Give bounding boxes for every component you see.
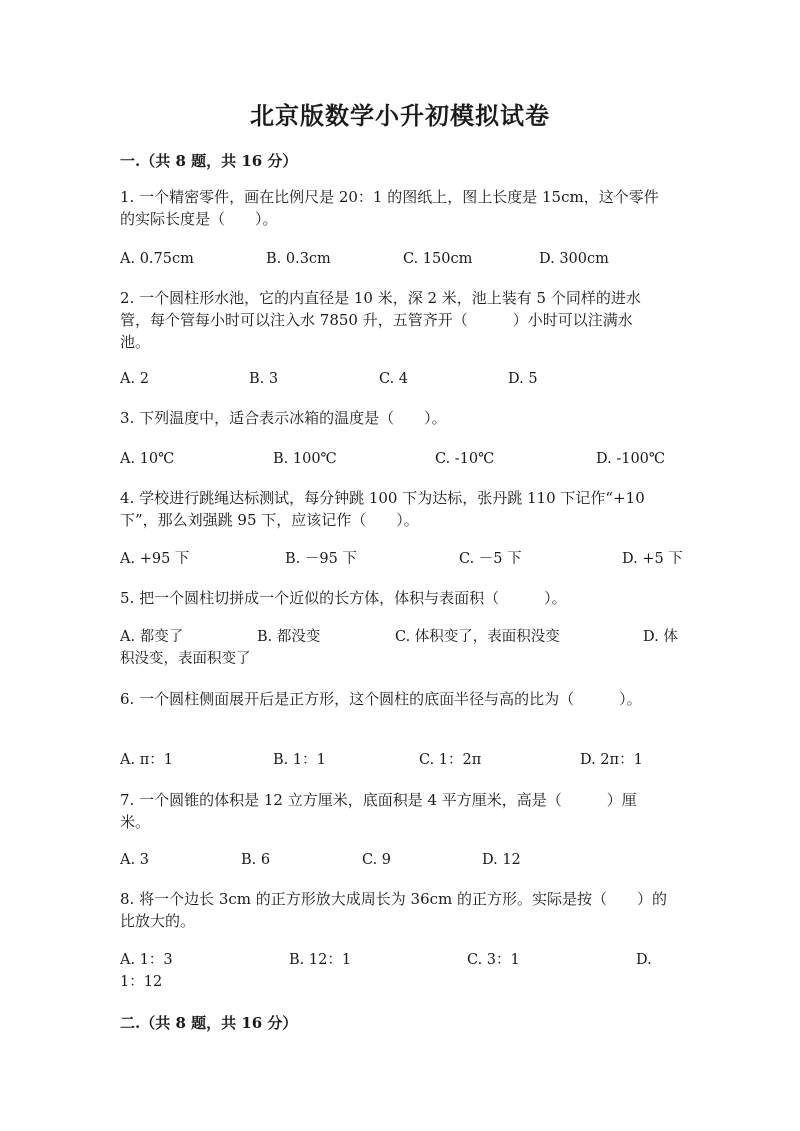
question-line: 7. 一个圆锥的体积是 12 立方厘米，底面积是 4 平方厘米，高是（ ）厘 — [120, 791, 637, 809]
option-a: A. 0.75cm — [120, 251, 194, 267]
option-c: C. 4 — [379, 371, 409, 387]
option-c: C. 3：1 — [467, 952, 520, 968]
option-c: C. -10℃ — [435, 451, 495, 467]
option-c: C. －5 下 — [459, 551, 522, 567]
question-line: 2. 一个圆柱形水池，它的内直径是 10 米，深 2 米，池上装有 5 个同样的进水 — [120, 289, 641, 307]
option-d: D. +5 下 — [622, 551, 683, 567]
question-line: 池。 — [120, 333, 151, 351]
question-line: 的实际长度是（ ）。 — [120, 210, 278, 228]
option-b: B. 12：1 — [289, 952, 352, 968]
page-title: 北京版数学小升初模拟试卷 — [250, 101, 550, 130]
option-a: A. 3 — [120, 852, 149, 868]
option-d: D. 2π：1 — [580, 752, 643, 768]
option-b: B. 都没变 — [257, 629, 321, 645]
option-a: A. +95 下 — [120, 551, 190, 567]
question-5 — [120, 587, 680, 609]
option-d: D. 1：12 — [120, 952, 652, 990]
option-b: B. 0.3cm — [266, 251, 331, 267]
question-3 — [120, 407, 680, 429]
option-c: C. 150cm — [403, 251, 473, 267]
question-line: 3. 下列温度中，适合表示冰箱的温度是（ ）。 — [120, 409, 447, 427]
option-a: A. 2 — [120, 371, 149, 387]
option-a: A. π：1 — [120, 752, 173, 768]
option-a: A. 都变了 — [120, 629, 184, 645]
option-c: C. 9 — [362, 852, 392, 868]
question-8 — [120, 888, 680, 932]
question-line: 米。 — [120, 813, 151, 831]
option-b: B. 1：1 — [273, 752, 326, 768]
question-line: 4. 学校进行跳绳达标测试，每分钟跳 100 下为达标，张丹跳 110 下记作“+10 — [120, 489, 645, 507]
option-b: B. －95 下 — [285, 551, 357, 567]
question-7 — [120, 789, 680, 833]
option-b: B. 6 — [241, 852, 271, 868]
section-heading-1: 一.（共 8 题，共 16 分） — [120, 152, 298, 170]
option-b: B. 100℃ — [273, 451, 337, 467]
question-line: 8. 将一个边长 3cm 的正方形放大成周长为 36cm 的正方形。实际是按（ ）的 — [120, 890, 668, 908]
option-c: C. 体积变了，表面积没变 — [395, 629, 560, 645]
option-a: A. 10℃ — [120, 451, 175, 467]
option-c: C. 1：2π — [419, 752, 482, 768]
question-4 — [120, 487, 680, 531]
question-line: 6. 一个圆柱侧面展开后是正方形，这个圆柱的底面半径与高的比为（ ）。 — [120, 690, 642, 708]
option-d: D. 5 — [508, 371, 538, 387]
option-d: D. 300cm — [539, 251, 609, 267]
question-line: 5. 把一个圆柱切拼成一个近似的长方体，体积与表面积（ ）。 — [120, 589, 567, 607]
option-b: B. 3 — [249, 371, 279, 387]
question-line: 1. 一个精密零件，画在比例尺是 20：1 的图纸上，图上长度是 15cm，这个零件 — [120, 188, 659, 206]
question-2 — [120, 287, 680, 353]
question-6 — [120, 688, 680, 710]
option-d: D. -100℃ — [596, 451, 666, 467]
section-heading-2: 二.（共 8 题，共 16 分） — [120, 1014, 298, 1032]
question-line: 管，每个管每小时可以注入水 7850 升，五管齐开（ ）小时可以注满水 — [120, 311, 633, 329]
option-a: A. 1：3 — [120, 952, 173, 968]
option-d: D. 12 — [482, 852, 521, 868]
question-1 — [120, 186, 680, 230]
question-line: 下”，那么刘强跳 95 下，应该记作（ ）。 — [120, 511, 419, 529]
question-line: 比放大的。 — [120, 912, 196, 930]
option-d: D. 体积没变，表面积变了 — [120, 629, 678, 667]
